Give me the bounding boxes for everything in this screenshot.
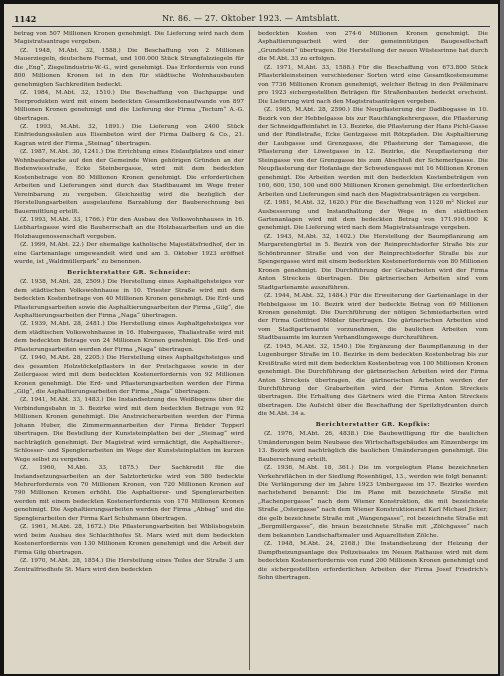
paragraph: (Z. 1945, M.Abt. 32, 1540.) Die Ergänzung der Baumpflanzung in der Lugenburger Straße im 10. Bezirke in dem bedeckten Kostenbetrag bis zur Kreißtraße wird mit dem bedeckten Kostenbetrag von 100 Millionen Kronen genehmigt. Die Durchführung der gärtnerischen Arbeiten wird der Firma Anton Streckeis übertragen, die gärtnerischen Arbeiten werden der Durchführung der Grabarbeiten wird der Firma Anton Streckeis übertragen. Die Erhaltung des Gärtners wird die Firma Anton Streckeis übertragen. Die Aufsicht über die Beschaffung der Spritzhydranten durch die M.Abt. 34 a. (258, 343, 488, 418)
paragraph: (Z. 1985, M.Abt. 28, 2590.) Die Neupflasterung der Dadibogasse in 10. Bezirk von der Hebbelgasse bis zur Rauchfangkehrergasse, die Pflasterung der Schneidgaffeinfahrt in 13. Bezirke, die Pflasterung der Hans Pichl-Gasse und der Rindlstraße, Ecke Gentzgasse mit Rötzpfaden. Die Asphaltierung der Laubgasse und Grenzgasse, die Pflasterung der Tamagasse, die Pflasterung der Löwetgasse in 12. Bezirke, die Neupflasterung der Steingasse von der Grenzgasse bis zum Abschluß der Schemerlgasse. Die Neupflasterung der Hofanlage der Schwedengasse mit 16 Millionen Kronen genehmigt. Die Arbeiten werden mit den bedeckten Kostenbeträgen von 160, 600, 150, 100 und 600 Millionen Kronen genehmigt. Die erforderlichen Arbeiten und Lieferungen sind nach den Magistratsanträgen zu vergeben. (258, 107, 488, 198)
right-column (258, 30, 488, 672)
page-number: 1142 (14, 14, 37, 24)
paragraph: (Z. 1993, M.Abt. 33, 1766.) Für den Ausbau des Volkswohnhauses in 16. Liebhartsgasse wird die Bauherrschaft an die Holzbauarbeiten und an die Holzbaugenossenschaft vergeben. (14, 216, 244, 240)
paragraph: (Z. 1944, M.Abt. 32, 1484.) Für die Erweiterung der Gartenanlage in der Hebbelgasse im 10. Bezirk wird der bedeckte Betrag von 69 Millionen Kronen genehmigt. Die Durchführung der nötigen Schmiedarbeiten wird der Firma Gottfried Möbler übertragen. Die gärtnerischen Arbeiten sind vom Stadtgartenamte vorzunehmen, die baulichen Arbeiten vom Stadtbauamte im kurzen Verhandlungswege durchzuführen. (258, 293, 488, 342)
left-column (14, 30, 244, 672)
section-heading: Berichterstatter GR. Kopfkis: (315, 420, 431, 428)
paragraph: (Z. 1938, M.Abt. 28, 2509.) Die Herstellung eines Asphaltgehsteiges vor dem städtischen Volkswohnhause in 10. Triester Straße wird mit dem bedeckten Kostenbetrage von 40 Millionen Kronen genehmigt. Die Erd- und Pflasterungsarbeiten sowie die Asphaltierungsarbeiten der Firma „Gilg“, die Asphaltierungsarbeiten der Firma „Naga“ übertragen. (14, 279, 244, 319)
paragraph: (Z. 1943, M.Abt. 32, 1402.) Die Herstellung der Baumpflanzung am Margaretengürtel in 5. Bezirk von der Reinprechtsdorfer Straße bis zur Schönbrunner Straße und von der Reinprechtsdorfer Straße bis zur Spengergasse wird mit einem bedeckten Kostenerfordernis von 80 Millionen Kronen genehmigt. Die Durchführung der Grabarbeiten wird der Firma Anton Streckeis übertragen. Die gärtnerischen Arbeiten sind vom Stadtgartenamte auszuführen. (258, 233, 488, 291)
page-header (12, 12, 490, 26)
paragraph: (Z. 1961, M.Abt. 28, 1672.) Die Pflasterungsarbeiten bei Wiblisbogstein wird beim Ausbau des Schlachthofes St. Marx wird mit dem bedeckten Kostenerfordernis von 130 Millionen Kronen genehmigt und die Arbeit der Firma Gilg übertragen. (14, 524, 244, 556)
paragraph: (Z. 1948, M.Abt. 32, 1588.) Die Beschaffung von 2 Millionen Mauerziegeln, deutschem Format, und 100.000 Stück Strangfalzziegeln für die „Eng“, Ziegelindustrie-W.-G., wird genehmigt. Das Erfordernis von rund 800 Millionen Kronen ist in den für städtische Wohnhausbauten genehmigten Sachkrediten bedeckt. (14, 47, 244, 88)
paragraph: betrag von 507 Millionen Kronen genehmigt. Die Lieferung wird nach dem Magistratsantrage vergeben. (14, 31, 244, 46)
document-page (4, 4, 498, 674)
paragraph: (Z. 1976, M.Abt. 26, 4838.) Die Baubewilligung für die baulichen Umänderungen beim Neubaue des Wirtschaftsgebäudes am Einzenberge im 13. Bezirk wird nachträglich die baulichen Umänderungen genehmigt. Die Bauberechnung erteilt. (258, 431, 488, 463)
paragraph: (Z. 1971, M.Abt. 33, 1588.) Für die Beschaffung von 673.800 Stück Pflasterkleinsteinen verschiedener Sorten wird eine Gesamtkostensumme von 7736 Millionen Kronen genehmigt, welcher Betrag in den Präliminare pro 1923 sichergestellten Beträgen für Straßenbauten bedeckt erscheint. Die Lieferung wird nach den Magistratsanträgen vergeben. (258, 64, 488, 105)
scan-edge (500, 0, 504, 676)
paragraph: (Z. 1948, M.Abt. 24, 2168.) Die Instandsetzung der Heizung der Dampfheizungsanlage des Polizeisaales im Neuen Rathause wird mit dem bedeckten Kostenerfordernis von rund 200 Millionen Kronen genehmigt und die sichergestellten erforderlichen Arbeiten der Firma Josef Friedrich's Sohn übertragen. (258, 541, 488, 581)
issue-line: Nr. 86. — 27. Oktober 1923. — Amtsblatt. (162, 14, 340, 23)
paragraph: (Z. 1936, M.Abt. 18, 361.) Die im vorgelegten Plane bezeichneten Verkehrsflächen in der Siedlung Rosenhügel, 13., werden wie folgt benannt: Die Verlängerung der im Jahre 1923 Umbergasse im 17. Bezirke werden nachstehend benannt: Die im Plane mit bezeichnete Straße mit „Rachenpergasse“ nach dem Wiener Konstruktion, die mit bezeichnete Straße „Ostergasse“ nach dem Wiener Konstruktionsrat Karl Michael Jicker; die gelb bezeichnete Straße mit „Wangengasse“, rot bezeichnete Straße mit „Bergmillergasse“, die braun bezeichnete Straße mit „Zölchgasse“ nach dem bekannten Landschaftsmaler und Aquarellisten Zölche. (258, 465, 488, 539)
paragraph: (Z. 1999, M.Abt. 22.) Der ehemalige katholische Majestätsfriedhof, der in eine Gartenanlage umgewandelt wird und am 3. Oktober 1923 eröffnet wurde, ist „Waldmüllerpark“ zu benennen. (14, 242, 244, 266)
paragraph: (Z. 1960, M.Abt. 33, 1875.) Der Sachkredit für die Instandsetzungsarbeiten an der Salztorbrücke wird von 580 bedeckte Mehrerfordernis von 70 Millionen Kronen, von 720 Millionen Kronen auf 790 Millionen Kronen erhöht. Die Asphaltierer- und Spenglerarbeiten werden mit einem bedeckten Kostenerfordernis von 170 Millionen Kronen genehmigt. Die Asphaltierungsarbeiten werden der Firma „Abbag“ und die Spenglerarbeiten der Firma Karl Schuhmann übertragen. (14, 465, 244, 522)
paragraph: (Z. 1939, M.Abt. 28, 2481.) Die Herstellung eines Asphaltgehsteiges vor dem städtischen Volkswohnhause in 16. Hubergasse, Thaliastraße wird mit dem bedeckten Betrage von 24 Millionen Kronen genehmigt. Die Erd- und Pflasterungsarbeiten werden der Firma „Naga“ übertragen. (14, 321, 244, 353)
header-rule (12, 26, 490, 27)
paragraph: (Z. 1981, M.Abt. 32, 1620.) Für die Beschaffung von 1120 m² Nickel zur Ausbesserung und Instandhaltung der Wege in den städtischen Gartenanlagen wird mit dem bedeckten Betrag von 171.916.000 K genehmigt. Die Lieferung wird nach dem Magistratsantrage vergeben. (258, 200, 488, 232)
paragraph: (Z. 1993, M.Abt. 32, 1891.) Die Lieferung von 2400 Stück Einfriedungssäulen aus Eisenbeton wird der Firma Dalberg & Co., 21. Kagran wird der Firma „Steinag“ übertragen. (14, 123, 244, 147)
column-divider (249, 30, 250, 670)
paragraph: (Z. 1941, M.Abt. 33, 1483.) Die Instandsetzung des Weißbogens über die Verbindungsbahn in 3. Bezirke wird mit dem bedeckten Betrage von 92 Millionen Kronen genehmigt. Die Anstreicherarbeiten werden der Firma Johann Huber, die Zimmermannarbeiten der Firma Brüder Tepperl übertragen. Die Bestellung der Kunststeinplatten bei der „Steinag“ wird nachträglich genehmigt. Der Magistrat wird ermächtigt, die Asphaltierer-, Schlosser- und Spenglerarbeiten im Wege der Kunststeinplatten im kurzen Wege selbst zu vergeben. (14, 397, 244, 463)
section-heading: Berichterstatter GR. Schneider: (67, 268, 191, 276)
paragraph: (Z. 1970, M.Abt. 28, 1854.) Die Herstellung eines Teiles der Straße 3 am Zentralfriedhofe St. Marx wird den bedeckten (14, 558, 244, 573)
paragraph: (Z. 1940, M.Abt. 28, 2205.) Die Herstellung eines Asphaltgehsteiges und des gesamten Holzstöckelpflasters in der Pretschgasse sowie in der Zeilergasse wird mit dem bedeckten Kostenerfordernis von 92 Millionen Kronen genehmigt. Die Erd- und Pflasterungsarbeiten werden der Firma „Gilg“, die Asphaltierungsarbeiten der Firma „Naga“ übertragen. (14, 355, 244, 396)
paragraph: (Z. 1984, M.Abt. 32, 1510.) Die Beschaffung von Dachpappe und Teerprodukten wird mit einem bedeckten Gesamtkostenaufwande von 897 Millionen Kronen genehmigt und die Lieferung der Firma „Tectum“ A.-G. übertragen. (14, 90, 244, 122)
paragraph: bedeckten Kosten von 274·6 Millionen Kronen genehmigt. Die Asphaltierungsarbeit wird der gemeinnützigen Baugesellschaft „Grundstein“ übertragen. Die Herstellung der neuen Wüstesrinne hat durch die M.Abt. 33 zu erfolgen. (258, 31, 488, 63)
paragraph: (Z. 1987, M.Abt. 30, 1241.) Die Errichtung eines Eislaufplatzes und einer Wohnbaubaracke auf den der Gemeinde Wien gehörigen Gründen an der Bodenwiesstraße, Ecke Steinbergasse, wird mit dem bedeckten Kostenbetrage von 80 Millionen Kronen genehmigt. Die erforderlichen Arbeiten und Lieferungen sind durch das Stadtbauamt im Wege freier Vereinbarung zu vergeben. Gleichzeitig wird die bezüglich der Herstellungsarbeiten ausgelaufene Barzahlung der Bauberechnung bei Bauermittlung ertellt. (14, 149, 244, 215)
